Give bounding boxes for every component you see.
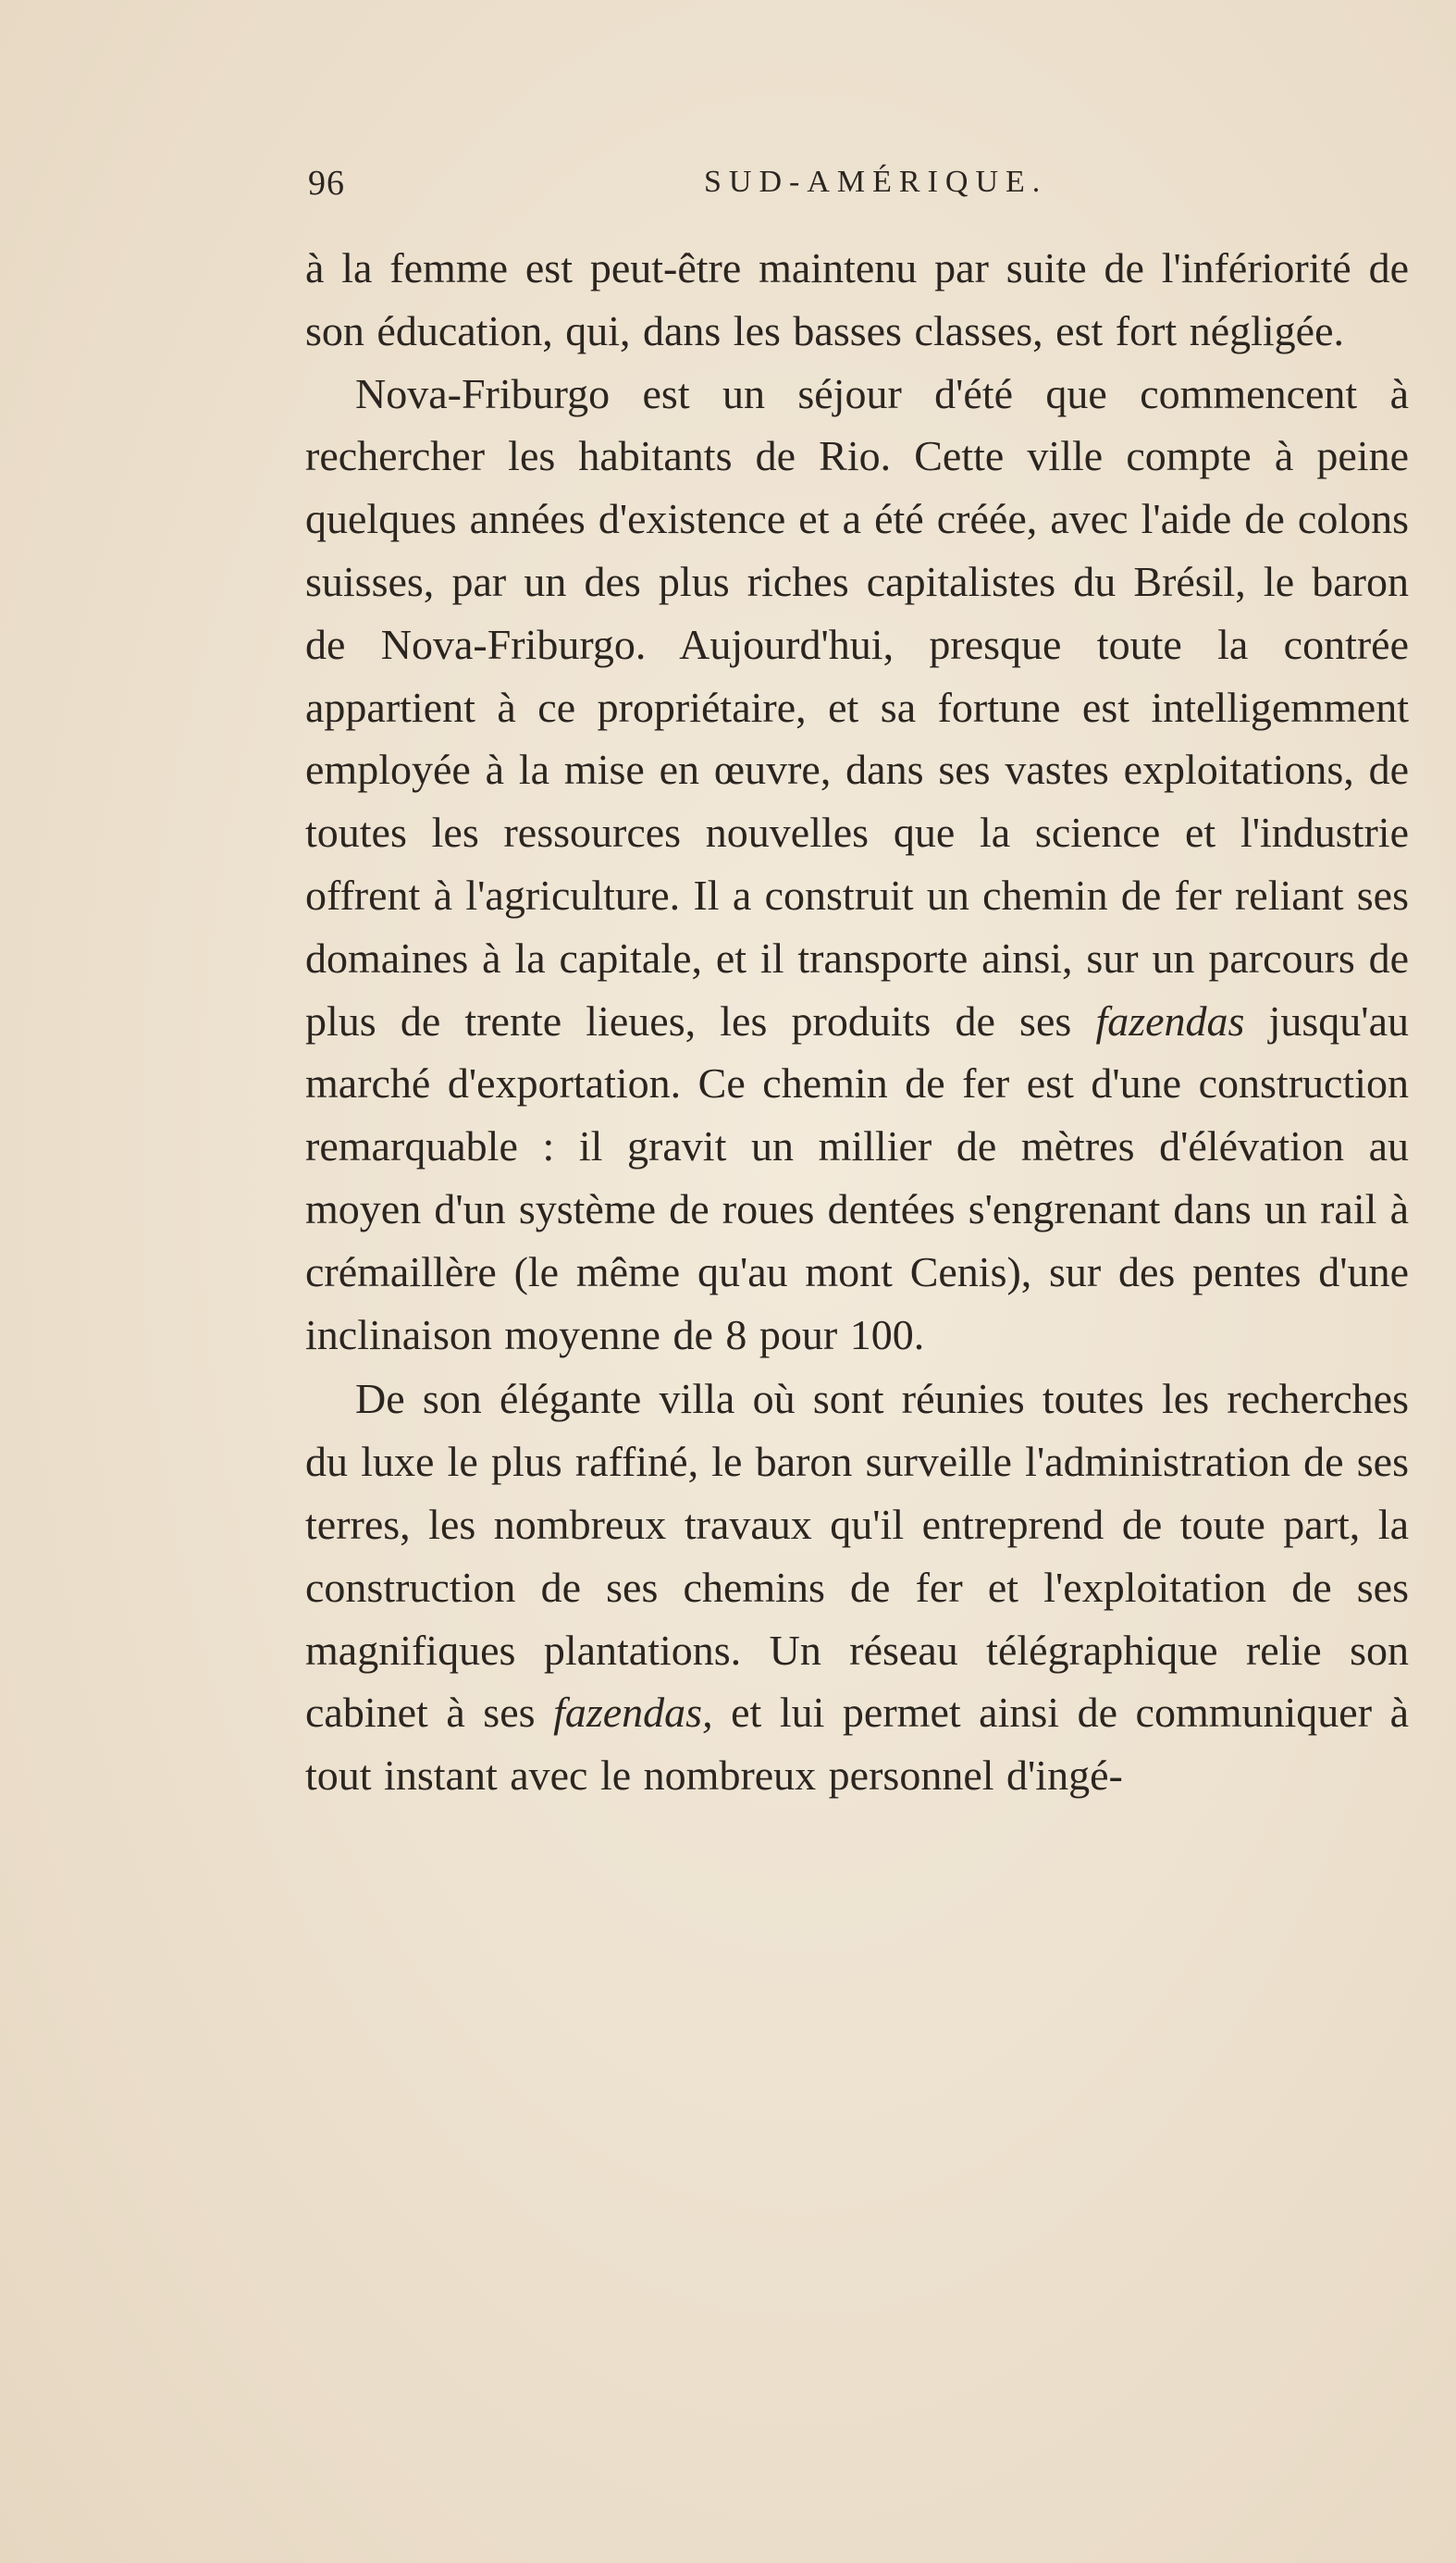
italic-term: fazendas [1095,997,1245,1045]
page-number: 96 [308,164,345,203]
body-text [305,237,1409,1807]
paragraph-villa: De son élégante villa où sont réunies toutes les recherches du luxe le plus raffiné, le baron surveille l'administration de ses terres, les nombreux travaux qu'il entreprend de toute part, la construction de ses chemins de fer et l'exploitation de ses magnifiques plantations. Un réseau télégraphique relie son cabinet à ses fazendas, et lui permet ainsi de communiquer à tout instant avec le nombreux personnel d'ingé- [305,1375,1409,1800]
running-title: SUD-AMÉRIQUE. [704,165,1048,199]
page-header [308,163,1427,209]
paragraph-continuation: à la femme est peut-être maintenu par suite de l'infériorité de son éducation, qui, dans les basses classes, est fort négligée. [305,244,1409,354]
italic-term: fazendas, [553,1689,713,1737]
paragraph-nova-friburgo: Nova-Friburgo est un séjour d'été que commencent à rechercher les habitants de Rio. Cette ville compte à peine quelques années d'existence et a été créée, avec l'aide de colons suisses, par un des plus riches capitalistes du Brésil, le baron de Nova-Friburgo. Aujourd'hui, presque toute la contrée appartient à ce propriétaire, et sa fortune est intelligemment employée à la mise en œuvre, dans ses vastes exploitations, de toutes les ressources nouvelles que la science et l'industrie offrent à l'agriculture. Il a construit un chemin de fer reliant ses domaines à la capitale, et il transporte ainsi, sur un parcours de plus de trente lieues, les produits de ses fazendas jusqu'au marché d'exportation. Ce chemin de fer est d'une construction remarquable : il gravit un millier de mètres d'élévation au moyen d'un système de roues dentées s'engrenant dans un rail à crémaillère (le même qu'au mont Cenis), sur des pentes d'une inclinaison moyenne de 8 pour 100. [305,369,1410,1358]
